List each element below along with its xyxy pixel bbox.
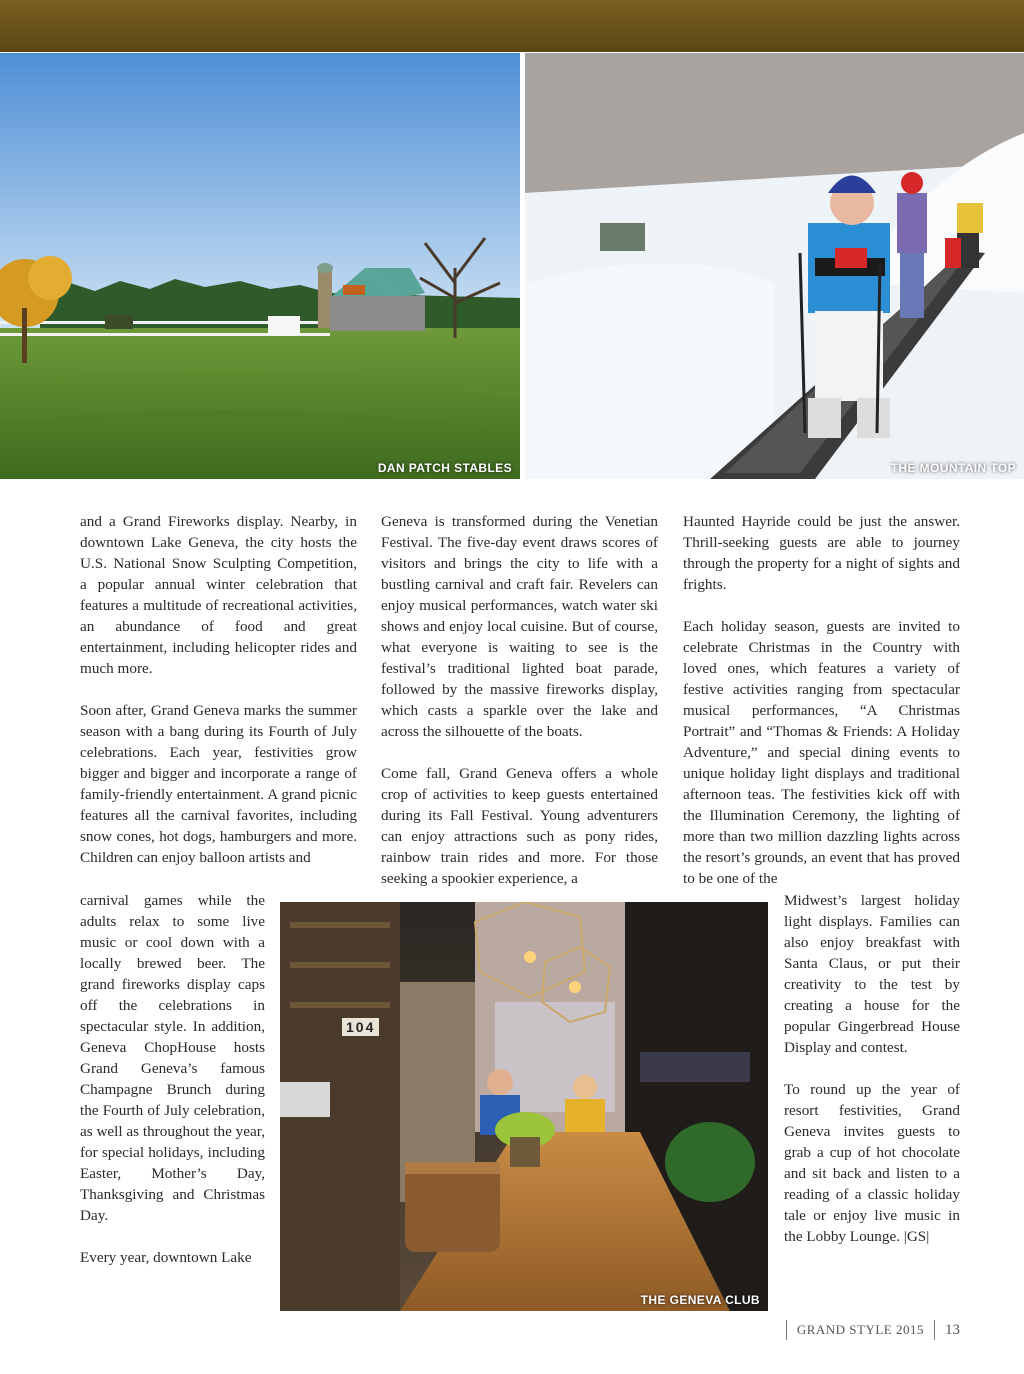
- article-column-3-continued: [784, 890, 960, 1247]
- caption-mountain-top: THE MOUNTAIN TOP: [890, 461, 1016, 475]
- paragraph: Every year, downtown Lake: [80, 1249, 252, 1266]
- paragraph: Midwest’s largest holiday light displays. Families can also enjoy breakfast with Santa Claus, or put their creativity to the test by creating a house for the popular Gingerbread House Display and contest.: [784, 892, 960, 1056]
- caption-geneva-club: THE GENEVA CLUB: [640, 1293, 760, 1307]
- paragraph: Geneva is transformed during the Venetian Festival. The five-day event draws scores of visitors and brings the city to life with a bustling carnival and craft fair. Revelers can enjoy musical performances, watch water ski shows and enjoy local cuisine. But of course, what everyone is waiting to see is the festival’s traditional lighted boat parade, followed by the massive fireworks display, which casts a sparkle over the lake and across the silhouette of the boats.: [381, 513, 658, 740]
- publication-name: GRAND STYLE 2015: [796, 1322, 924, 1337]
- photo-mountain-top: [525, 53, 1024, 479]
- paragraph: To round up the year of resort festivities, Grand Geneva invites guests to grab a cup of hot chocolate and sit back and listen to a reading of a classic holiday tale or enjoy live music in the Lobby Lounge. |GS|: [784, 1081, 960, 1245]
- top-color-bar: [0, 0, 1024, 52]
- geneva-club-illustration: [280, 902, 768, 1311]
- photo-dan-patch-stables: [0, 53, 520, 479]
- caption-dan-patch-stables: DAN PATCH STABLES: [377, 461, 512, 475]
- paragraph: and a Grand Fireworks display. Nearby, in downtown Lake Geneva, the city hosts the U.S. National Snow Sculpting Competition, a popular annual winter celebration that features a multitude of recreational activities, an abundance of food and great entertainment, including helicopter rides and much more.: [80, 513, 357, 677]
- article-column-3: [683, 511, 960, 889]
- paragraph: Come fall, Grand Geneva offers a whole crop of activities to keep guests entertained during its Fall Festival. Young adventurers can enjoy attractions such as pony rides, rainbow train rides and more. For those seeking a spookier experience, a: [381, 765, 658, 887]
- article-column-1-continued: [80, 890, 265, 1268]
- page-number: 13: [945, 1321, 960, 1338]
- article-column-1: [80, 511, 357, 868]
- photo-geneva-club: [280, 902, 768, 1311]
- footer-divider: [934, 1320, 935, 1340]
- paragraph: Each holiday season, guests are invited to celebrate Christmas in the Country with loved ones, which features a variety of festive activities ranging from spectacular musical performances, “A Christmas Portrait” and “Thomas & Friends: A Holiday Adventure,” and special dining events to unique holiday light displays and traditional afternoon teas. The festivities kick off with the Illumination Ceremony, the lighting of more than two million dazzling lights across the resort’s grounds, an event that has proved to be one of the: [683, 618, 960, 887]
- stables-illustration: [0, 53, 520, 479]
- paragraph: Haunted Hayride could be just the answer. Thrill-seeking guests are able to journey through the property for a night of sights and frights.: [683, 513, 960, 593]
- article-column-2: [381, 511, 658, 889]
- paragraph: Soon after, Grand Geneva marks the summer season with a bang during its Fourth of July celebrations. Each year, festivities grow bigger and bigger and incorporate a range of family-friendly entertainment. A grand picnic features all the carnival favorites, including snow cones, hot dogs, hamburgers and more. Children can enjoy balloon artists and: [80, 702, 357, 866]
- page-footer: [776, 1320, 960, 1340]
- mountain-illustration: [525, 53, 1024, 479]
- paragraph: carnival games while the adults relax to some live music or cool down with a locally brewed beer. The grand fireworks display caps off the celebrations in spectacular style. In addition, Geneva ChopHouse hosts Grand Geneva’s famous Champagne Brunch during the Fourth of July celebration, as well as throughout the year, for special holidays, including Easter, Mother’s Day, Thanksgiving and Christmas Day.: [80, 892, 265, 1224]
- footer-divider: [786, 1320, 787, 1340]
- club-address-sign: 104: [342, 1018, 379, 1036]
